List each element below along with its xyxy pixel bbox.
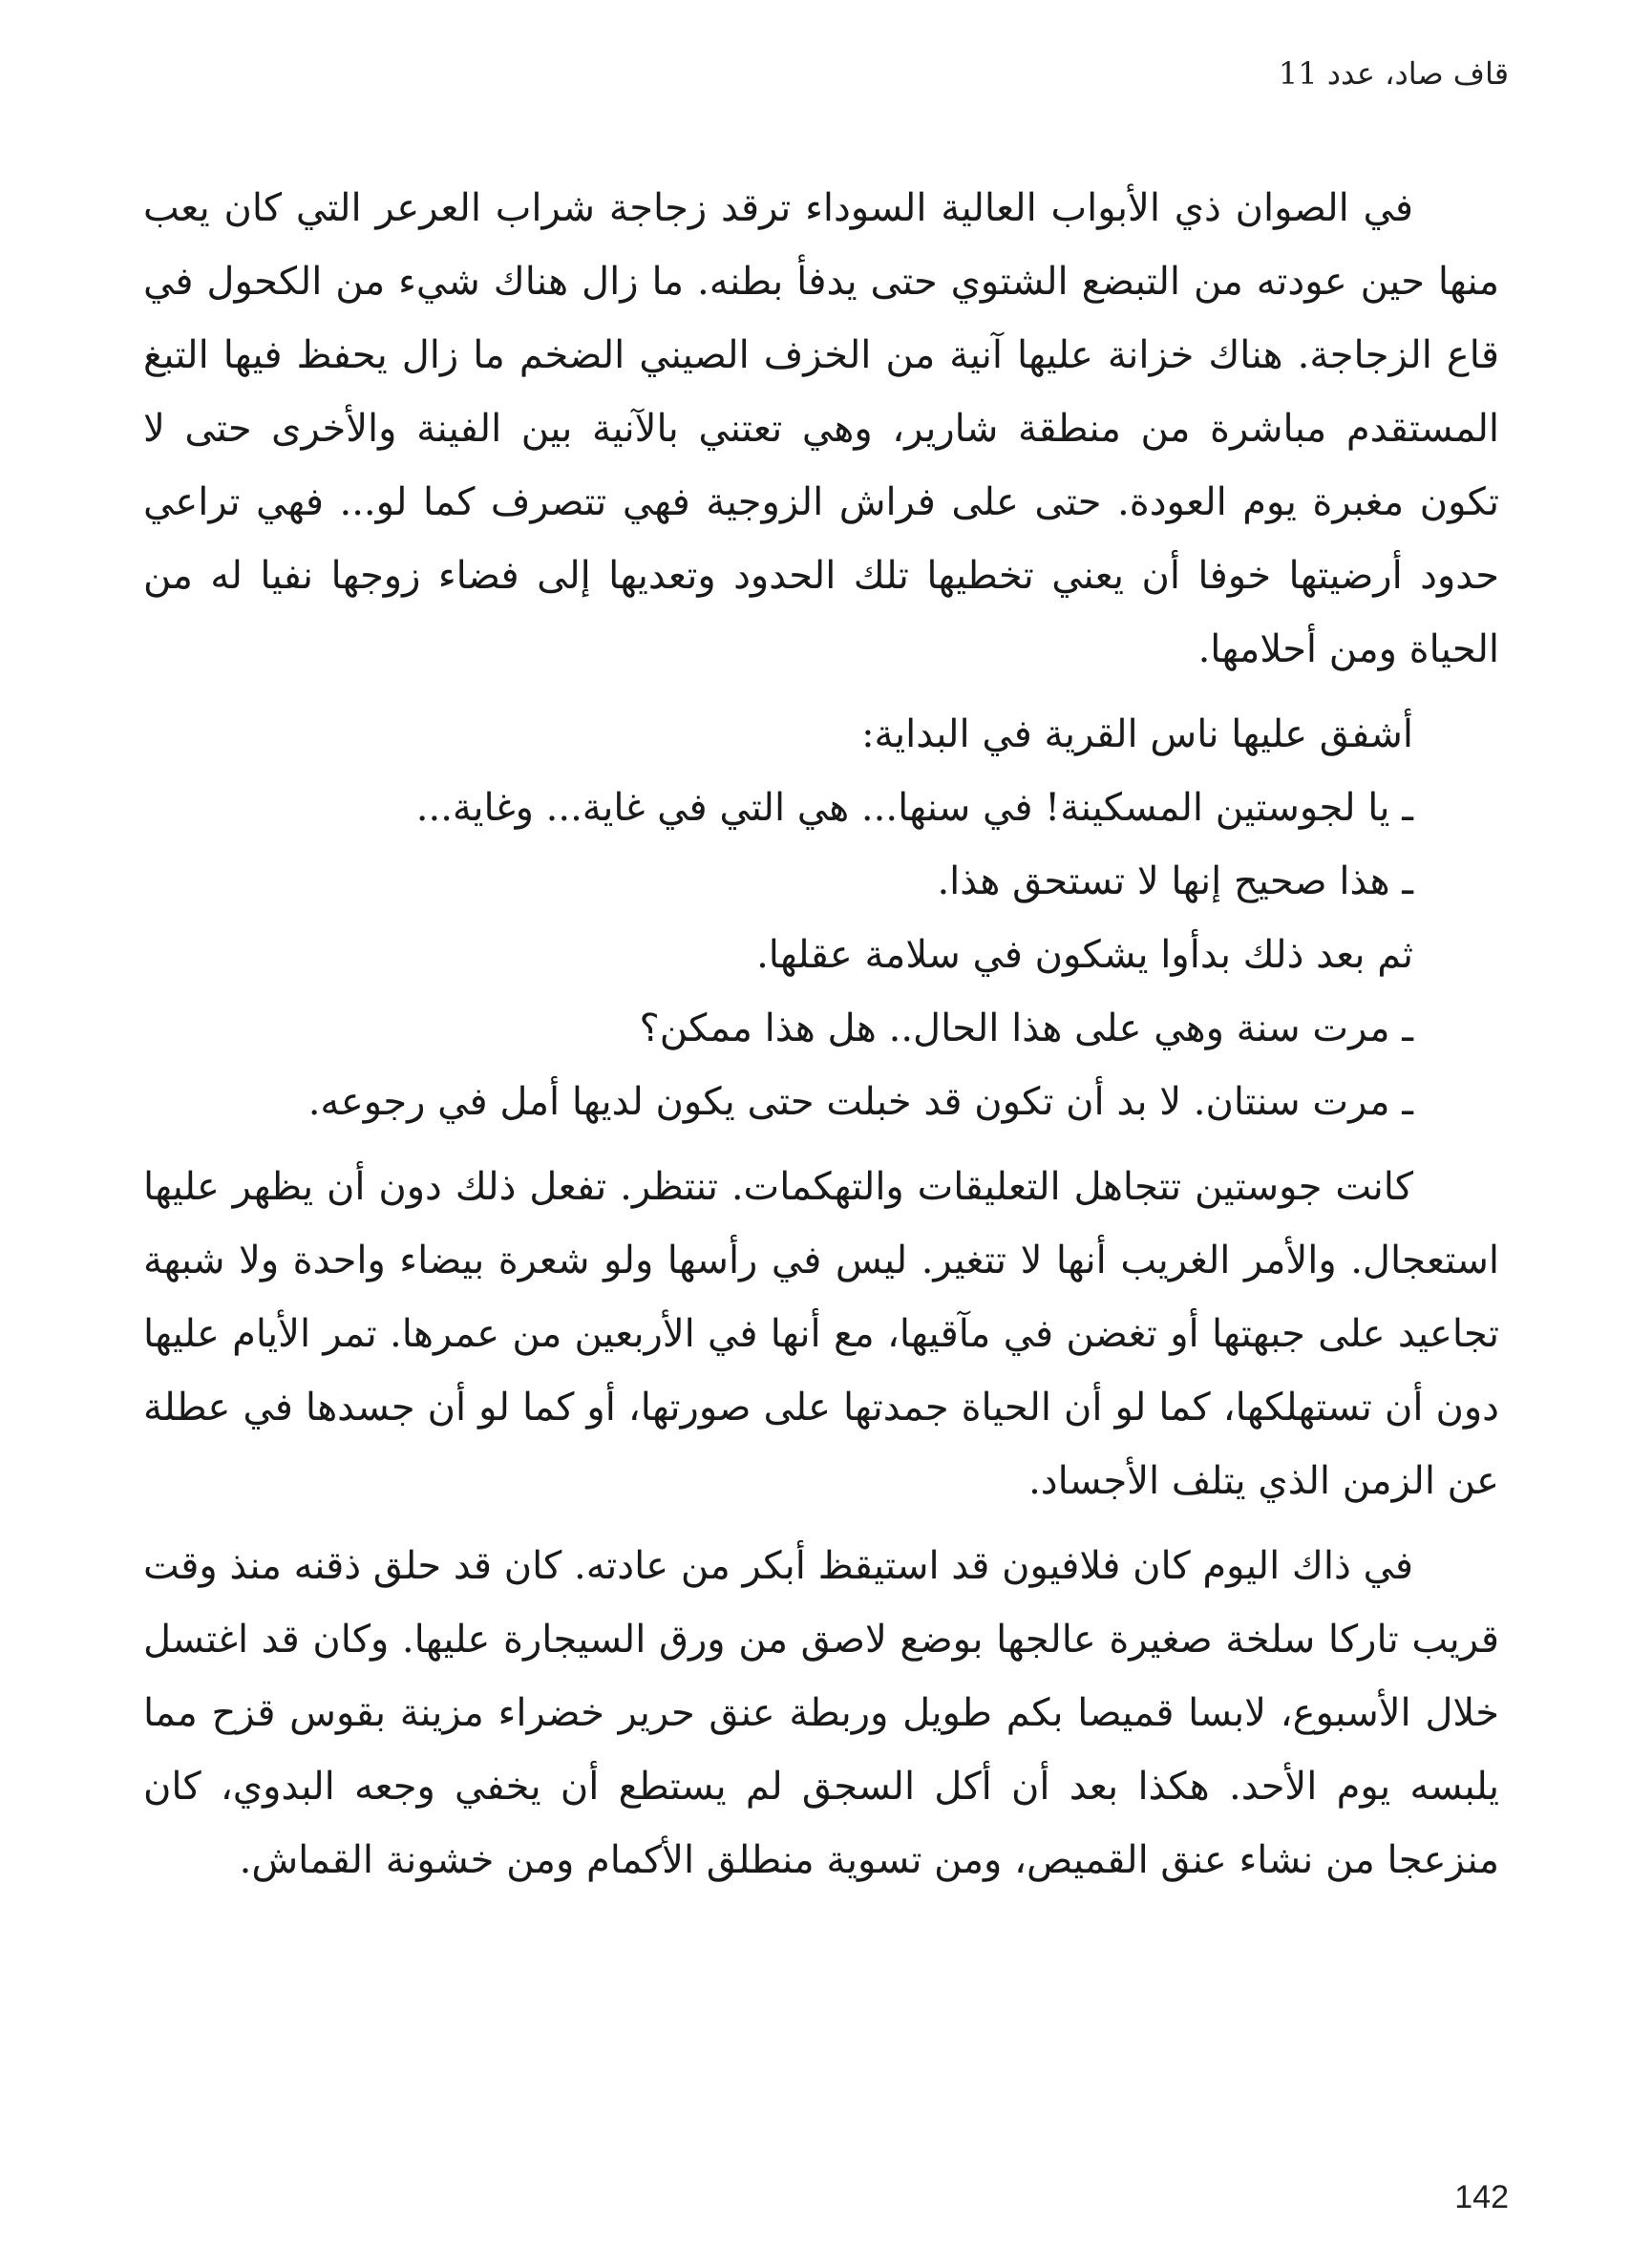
paragraph-2: كانت جوستين تتجاهل التعليقات والتهكمات. تنتظر. تفعل ذلك دون أن يظهر عليها استعجال. والأمر الغريب أنها لا تتغير. ليس في رأسها ولو شعرة بيضاء واحدة ولا شبهة تجاعيد على جبهتها أو تغضن في مآقيها، مع أنها في الأربعين من عمرها. تمر الأيام عليها دون أن تستهلكها، كما لو أن الحياة جمدتها على صورتها، أو كما لو أن جسدها في عطلة عن الزمن الذي يتلف الأجساد. [143, 1165, 1500, 1503]
narration-line-2: ثم بعد ذلك بدأوا يشكون في سلامة عقلها. [756, 933, 1413, 977]
dialogue-line-2: ـ هذا صحيح إنها لا تستحق هذا. [937, 859, 1413, 903]
page-number: 142 [1454, 2179, 1509, 2215]
body-text [143, 172, 1499, 1909]
paragraph-1: في الصوان ذي الأبواب العالية السوداء ترقد زجاجة شراب العرعر التي كان يعب منها حين عودته من التبضع الشتوي حتى يدفأ بطنه. ما زال هناك شيء من الكحول في قاع الزجاجة. هناك خزانة عليها آنية من الخزف الصيني الضخم ما زال يحفظ فيها التبغ المستقدم مباشرة من منطقة شارير، وهي تعتني بالآنية بين الفينة والأخرى حتى لا تكون مغبرة يوم العودة. حتى على فراش الزوجية فهي تتصرف كما لو... فهي تراعي حدود أرضيتها خوفا أن يعني تخطيها تلك الحدود وتعديها إلى فضاء زوجها نفيا له من الحياة ومن أحلامها. [143, 186, 1500, 671]
paragraph-gap [143, 1139, 1499, 1151]
running-header: قاف صاد، عدد 11 [1278, 55, 1509, 92]
dialogue-line-4: ـ مرت سنتان. لا بد أن تكون قد خبلت حتى يكون لديها أمل في رجوعه. [307, 1080, 1413, 1124]
narration-line-1: أشفق عليها ناس القرية في البداية: [861, 712, 1413, 756]
paragraph-3: في ذاك اليوم كان فلافيون قد استيقظ أبكر من عادته. كان قد حلق ذقنه منذ وقت قريب تاركا سلخة صغيرة عالجها بوضع لاصق من ورق السيجارة عليها. وكان قد اغتسل خلال الأسبوع، لابسا قميصا بكم طويل وربطة عنق حرير خضراء مزينة بقوس قزح مما يلبسه يوم الأحد. هكذا بعد أن أكل السجق لم يستطع أن يخفي وجعه البدوي، كان منزعجا من نشاء عنق القميص، ومن تسوية منطلق الأكمام ومن خشونة القماش. [143, 1544, 1499, 1882]
dialogue-line-3: ـ مرت سنة وهي على هذا الحال.. هل هذا ممكن؟ [639, 1006, 1413, 1050]
dialogue-line-1: ـ يا لجوستين المسكينة! في سنها... هي التي في غاية... وغاية... [415, 786, 1413, 830]
